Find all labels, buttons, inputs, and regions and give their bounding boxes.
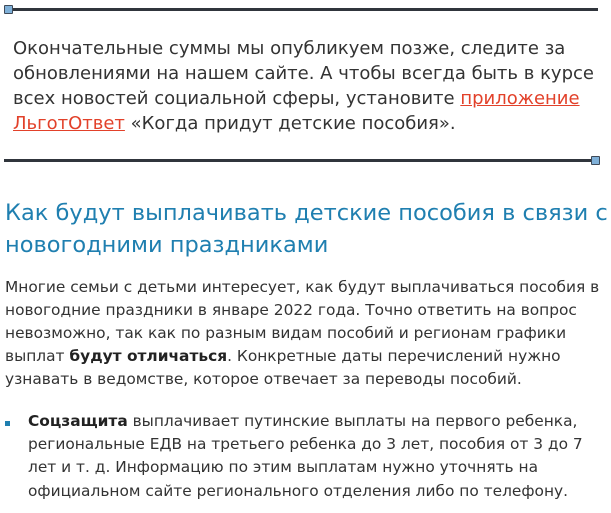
list-item-text — [28, 410, 608, 503]
bullet-list — [0, 410, 611, 503]
resize-handle-top-left[interactable] — [4, 5, 13, 14]
article-lead-paragraph — [5, 276, 605, 391]
list-item-bold: Соцзащита — [28, 412, 128, 430]
article-heading: Как будут выплачивать детские пособия в связи с новогодними праздниками — [5, 200, 608, 258]
lead-text-part1: Многие семьи с детьми интересует, как будут выплачиваться пособия в новогодние праздники в январе 2022 года. Точно ответить на вопрос невозможно, так как по разным видам пособий и регионам графики выплат — [5, 278, 600, 366]
callout-box — [0, 0, 611, 172]
list-item — [0, 410, 608, 503]
list-item-body: выплачивает путинские выплаты на первого ребенка, региональные ЕДВ на третьего ребенка до 3 лет, пособия от 3 до 7 лет и т. д. Информацию по этим выплатам нужно уточнять на официальном сайте регионального отделения либо по телефону. — [28, 412, 583, 500]
callout-text — [13, 36, 603, 136]
lead-text-part2: . Конкретные даты перечислений нужно узнавать в ведомстве, которое отвечает за переводы пособий. — [5, 347, 561, 389]
callout-text-before-link: Окончательные суммы мы опубликуем позже, следите за обновлениями на нашем сайте. А чтобы всегда быть в курсе всех новостей социальной сферы, установите — [13, 38, 594, 109]
callout-bottom-border — [4, 159, 598, 162]
square-bullet-icon — [5, 421, 10, 426]
callout-top-border — [4, 8, 598, 11]
lead-bold-text: будут отличаться — [69, 347, 228, 366]
resize-handle-bottom-right[interactable] — [591, 156, 600, 165]
callout-text-after-link: «Когда придут детские пособия». — [124, 113, 456, 134]
app-link[interactable]: приложение ЛьготОтвет — [13, 88, 580, 134]
